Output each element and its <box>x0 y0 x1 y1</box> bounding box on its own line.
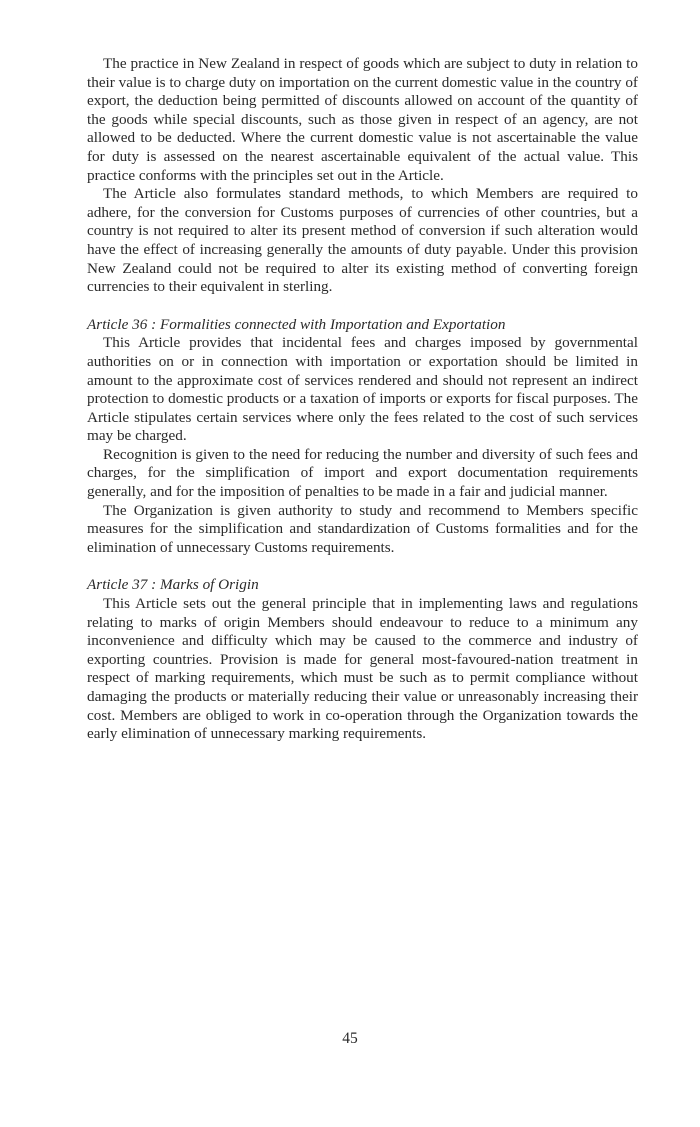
paragraph-intro-2: The Article also formulates standard methods, to which Members are required to adhere, for the conversion for Customs purposes of currencies of other countries, but a country is not required to alter its present method of conversion if such alteration would have the effect of increasing generally the amounts of duty payable. Under this provision New Zealand could not be required to alter its existing method of converting foreign currencies to their equivalent in sterling. <box>87 185 638 296</box>
page-body <box>87 55 638 744</box>
article-37-heading: Article 37 : Marks of Origin <box>87 576 259 594</box>
article-36-heading: Article 36 : Formalities connected with Importation and Exportation <box>87 315 506 333</box>
paragraph-intro-1: The practice in New Zealand in respect of goods which are subject to duty in relation to their value is to charge duty on importation on the current domestic value in the country of export, the deduction being permitted of discounts allowed on account of the quantity of the goods while special discounts, such as those given in respect of an agency, are not allowed to be deducted. Where the current domestic value is not ascertainable the value for duty is assessed on the nearest ascertainable equivalent of the actual value. This practice conforms with the principles set out in the Article. <box>87 55 638 184</box>
article-36-paragraph-2: Recognition is given to the need for reducing the number and diversity of such fees and charges, for the simplification of import and export documentation requirements generally, and for the imposition of penalties to be made in a fair and judicial manner. <box>87 445 638 501</box>
article-36-paragraph-3: The Organization is given authority to study and recommend to Members specific measures for the simplification and standardization of Customs formalities and for the elimination of unnecessary Customs requirements. <box>87 501 638 556</box>
article-36-paragraph-1: This Article provides that incidental fees and charges imposed by governmental authorities on or in connection with importation or exportation should be limited in amount to the approximate cost of services rendered and should not represent an indirect protection to domestic products or a taxation of imports or exports for fiscal purposes. The Article stipulates certain services where only the fees related to the cost of such services may be charged. <box>87 334 638 445</box>
page-number: 45 <box>342 1030 358 1047</box>
article-37-paragraph-1: This Article sets out the general principle that in implementing laws and regulations relating to marks of origin Members should endeavour to reduce to a minimum any inconvenience and difficulty which may be caused to the commerce and industry of exporting countries. Provision is made for general most-favoured-nation treatment in respect of marking requirements, which must be such as to permit compliance without damaging the products or materially reducing their value or unreasonably increasing their cost. Members are obliged to work in co-operation through the Organization towards the early elimination of unnecessary marking requirements. <box>87 595 638 743</box>
